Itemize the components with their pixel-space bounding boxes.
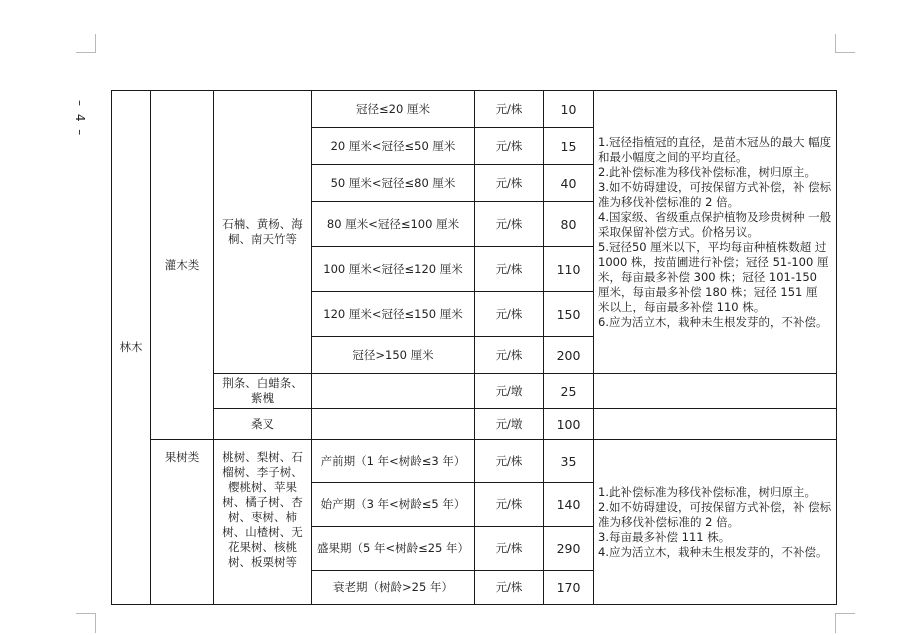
crop-mark-top-right — [835, 34, 836, 53]
crop-mark-top-right — [835, 52, 855, 53]
fruit-species: 桃树、梨树、石榴树、李子树、樱桃树、苹果树、橘子树、杏树、枣树、柿树、山楂树、无花果树、核桃树、板栗树等 — [214, 440, 312, 605]
unit-cell: 元/株 — [475, 247, 544, 292]
crop-mark-bottom-left — [95, 613, 96, 633]
category-cell: 林木 — [112, 91, 151, 605]
unit-cell: 元/株 — [475, 91, 544, 128]
unit-cell: 元/株 — [475, 571, 544, 605]
price-cell: 25 — [544, 374, 594, 409]
unit-cell: 元/株 — [475, 440, 544, 483]
unit-cell: 元/墩 — [475, 409, 544, 440]
price-cell: 170 — [544, 571, 594, 605]
note-item: 6.应为活立木，栽种未生根发芽的，不补偿。 — [598, 314, 828, 329]
fruit-group-label: 果树类 — [151, 440, 214, 605]
shrub-notes — [594, 91, 837, 374]
price-cell: 150 — [544, 292, 594, 337]
crop-mark-top-left — [95, 34, 96, 53]
extra-species-cell: 桑叉 — [214, 409, 312, 440]
price-cell: 35 — [544, 440, 594, 483]
price-cell: 80 — [544, 202, 594, 247]
price-cell: 10 — [544, 91, 594, 128]
crop-mark-top-left — [76, 52, 96, 53]
page-number: – 4 – — [73, 100, 87, 138]
compensation-table — [111, 90, 837, 605]
spec-cell: 盛果期（5 年<树龄≤25 年） — [312, 527, 475, 571]
shrub-species: 石楠、黄杨、海桐、南天竹等 — [214, 91, 312, 374]
price-cell: 40 — [544, 165, 594, 202]
unit-cell: 元/株 — [475, 527, 544, 571]
table-row — [112, 409, 837, 440]
price-cell: 110 — [544, 247, 594, 292]
fruit-notes — [594, 440, 837, 605]
spec-cell: 始产期（3 年<树龄≤5 年） — [312, 483, 475, 527]
spec-cell: 50 厘米<冠径≤80 厘米 — [312, 165, 475, 202]
crop-mark-bottom-right — [835, 613, 836, 633]
spec-cell: 衰老期（树龄>25 年） — [312, 571, 475, 605]
table-row — [112, 91, 837, 128]
note-item: 4.国家级、省级重点保护植物及珍贵树种 一般采取保留补偿方式。价格另议。 — [598, 209, 832, 239]
price-cell: 15 — [544, 128, 594, 165]
crop-mark-bottom-left — [76, 613, 96, 614]
note-item: 4.应为活立木，栽种未生根发芽的，不补偿。 — [598, 544, 828, 559]
unit-cell: 元/株 — [475, 128, 544, 165]
shrub-group-label: 灌木类 — [151, 91, 214, 440]
price-cell: 100 — [544, 409, 594, 440]
spec-cell: 冠径>150 厘米 — [312, 337, 475, 374]
spec-cell: 120 厘米<冠径≤150 厘米 — [312, 292, 475, 337]
note-item: 1.此补偿标准为移伐补偿标准，树归原主。 — [598, 484, 816, 499]
unit-cell: 元/墩 — [475, 374, 544, 409]
note-item: 2.如不妨碍建设，可按保留方式补偿，补 偿标准为移伐补偿标准的 2 倍。 — [598, 499, 832, 529]
crop-mark-bottom-right — [835, 613, 855, 614]
note-item: 2.此补偿标准为移伐补偿标准，树归原主。 — [598, 164, 816, 179]
spec-cell: 冠径≤20 厘米 — [312, 91, 475, 128]
spec-cell: 100 厘米<冠径≤120 厘米 — [312, 247, 475, 292]
unit-cell: 元/株 — [475, 292, 544, 337]
unit-cell: 元/株 — [475, 337, 544, 374]
unit-cell: 元/株 — [475, 202, 544, 247]
unit-cell: 元/株 — [475, 483, 544, 527]
note-item: 1.冠径指植冠的直径，是苗木冠丛的最大 幅度和最小幅度之间的平均直径。 — [598, 134, 832, 164]
note-item: 3.如不妨碍建设，可按保留方式补偿，补 偿标准为移伐补偿标准的 2 倍。 — [598, 179, 832, 209]
table-row — [112, 374, 837, 409]
empty-spec-cell — [312, 374, 475, 409]
spec-cell: 20 厘米<冠径≤50 厘米 — [312, 128, 475, 165]
price-cell: 200 — [544, 337, 594, 374]
spec-cell: 产前期（1 年<树龄≤3 年） — [312, 440, 475, 483]
unit-cell: 元/株 — [475, 165, 544, 202]
empty-note-cell — [594, 374, 837, 409]
price-cell: 290 — [544, 527, 594, 571]
empty-spec-cell — [312, 409, 475, 440]
spec-cell: 80 厘米<冠径≤100 厘米 — [312, 202, 475, 247]
price-cell: 140 — [544, 483, 594, 527]
table-row — [112, 440, 837, 483]
note-item: 5.冠径50 厘米以下，平均每亩种植株数超 过 1000 株，按苗圃进行补偿；冠径 51-100 厘米，每亩最多补偿 300 株；冠径 101-150 厘米，每亩最多补偿 180 株；冠径 151 厘 米以上，每亩最多补偿 110 株。 — [598, 239, 829, 314]
empty-note-cell — [594, 409, 837, 440]
note-item: 3.每亩最多补偿 111 株。 — [598, 529, 731, 544]
extra-species-cell: 荆条、白蜡条、紫槐 — [214, 374, 312, 409]
